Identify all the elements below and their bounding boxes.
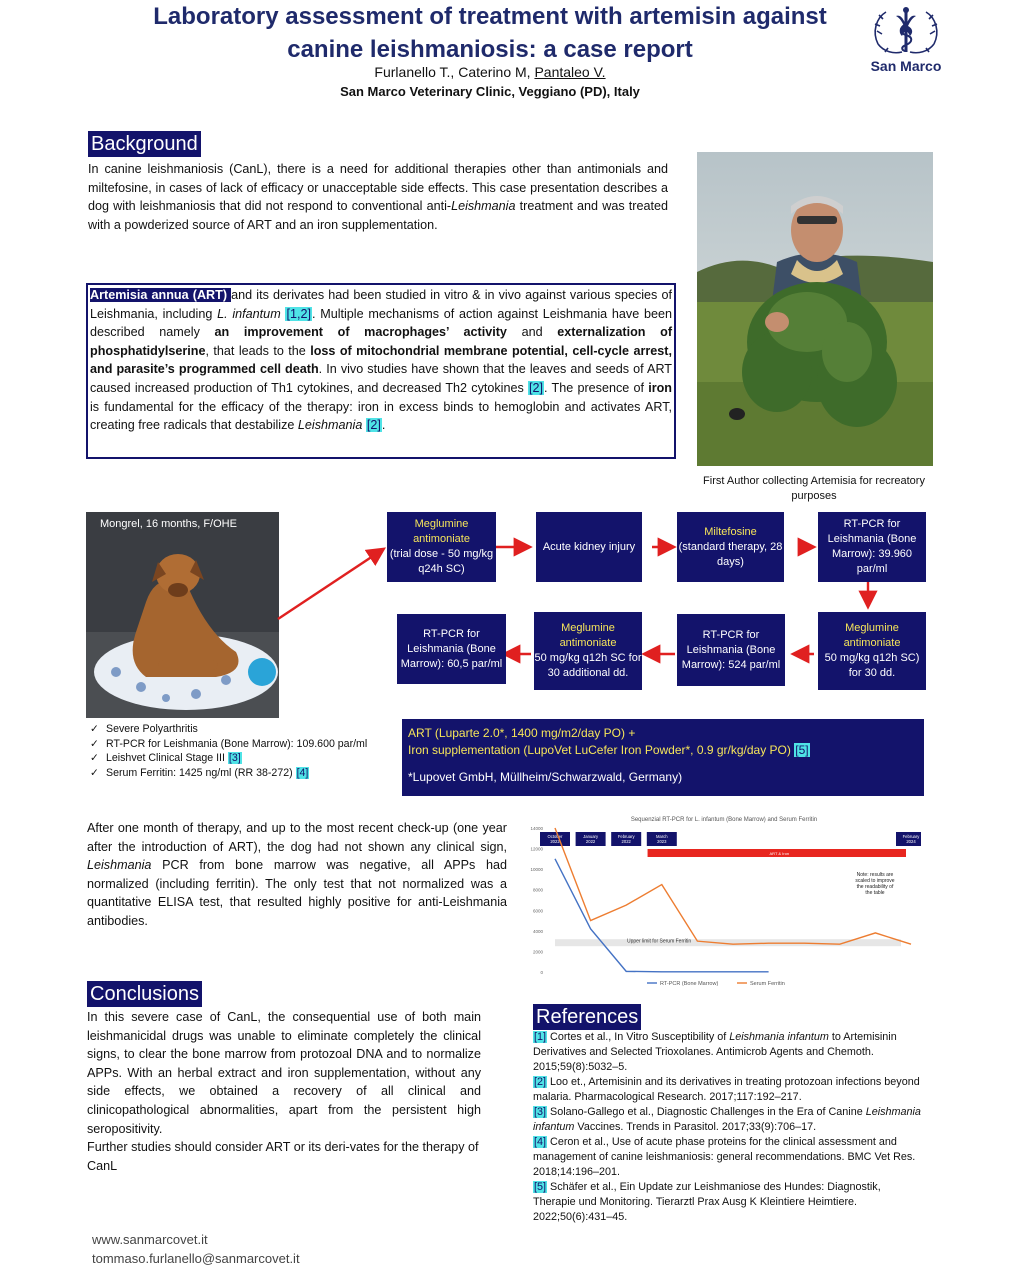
background-heading: Background	[88, 131, 201, 157]
lab-trend-chart	[527, 812, 921, 990]
reference-item	[533, 1030, 925, 1075]
flow-step-miltefosine	[677, 512, 784, 582]
ref-link[interactable]: [3]	[228, 752, 241, 765]
reference-item	[533, 1180, 925, 1225]
reference-italic: Leishmania infantum	[533, 1106, 921, 1133]
y-tick-label: 4000	[532, 928, 543, 934]
poster-title	[120, 0, 860, 66]
reference-number: [3]	[534, 1106, 547, 1118]
reference-text: Cortes et al., In Vitro Susceptibility of	[547, 1031, 730, 1043]
box-italic: L. infantum	[217, 306, 281, 321]
clinical-findings-list	[88, 722, 368, 780]
flow-step-pcr-1	[818, 512, 926, 582]
box-text: . Multiple mechanisms of action against Leishmania have been described namely	[90, 306, 673, 340]
finding-item	[88, 766, 368, 781]
reference-number: [2]	[534, 1076, 547, 1088]
flow-step-detail: RT-PCR for Leishmania (Bone Marrow): 524 par/ml	[681, 628, 781, 671]
art-note: *Lupovet GmbH, Müllheim/Schwarzwald, Germany)	[408, 770, 683, 784]
reference-number: [4]	[534, 1136, 547, 1148]
chart-title: Sequenzial RT-PCR for L. infantum (Bone Marrow) and Serum Ferritin	[630, 817, 818, 823]
website-link[interactable]: www.sanmarcovet.it	[92, 1232, 208, 1247]
outcome-text: After one month of therapy, and up to the most recent check-up (one year after the introduction of ART), the dog had not shown any clinical sign,	[87, 821, 507, 854]
flow-step-meglumine-30	[818, 612, 926, 690]
box-text: and its derivates had been studied in vitro & in vivo against various species of Leishmania, including	[90, 288, 672, 321]
art-line-2-text: Iron supplementation (LupoVet LuCefer Iron Powder*, 0.9 gr/kg/day PO)	[408, 743, 795, 757]
outcome-italic: Leishmania	[87, 858, 152, 873]
reference-text: Loo et., Artemisinin and its derivatives in treating protozoan infections beyond malaria. Pharmacological Research. 2017;117:192–217.	[533, 1076, 920, 1103]
outcome-paragraph	[87, 819, 507, 931]
ref-link[interactable]: [1,2]	[286, 306, 311, 321]
series-line-pcr	[555, 859, 769, 972]
box-bold: loss of mitochondrial membrane potential, cell-cycle arrest, and parasite’s programmed cell death	[90, 343, 672, 377]
authors-list: Furlanello T., Caterino M,	[374, 64, 535, 80]
y-tick-label: 2000	[532, 949, 543, 955]
reference-number: [1]	[534, 1031, 547, 1043]
flow-step-meglumine-trial	[387, 512, 496, 582]
footer-contacts	[92, 1230, 300, 1268]
reference-text: Schäfer et al., Ein Update zur Leishmaniose des Hundes: Diagnostik, Therapie und Monitoring. Tierarztl Prax Ausg K Kleintiere Heimtiere. 2022;50(6):431–45.	[533, 1181, 881, 1223]
flow-step-meglumine-additional	[534, 612, 642, 690]
photo-caption: First Author collecting Artemisia for recreatory purposes	[703, 475, 925, 502]
logo-wordmark: San Marco	[870, 58, 942, 74]
reference-number: [5]	[534, 1181, 547, 1193]
y-tick-label: 14000	[530, 826, 543, 831]
reference-text: Solano-Gallego et al., Diagnostic Challenges in the Era of Canine	[547, 1106, 866, 1118]
y-tick-label: 8000	[532, 887, 543, 893]
ref-link[interactable]: [4]	[296, 766, 309, 779]
title-line-2: canine leishmaniosis: a case report	[287, 36, 693, 63]
finding-item	[88, 737, 368, 752]
month-label: October 2022	[547, 834, 563, 844]
month-label: January 2022	[583, 834, 599, 844]
background-italic: Leishmania	[451, 199, 516, 214]
conclusions-heading: Conclusions	[87, 981, 202, 1007]
artemisia-box	[86, 283, 676, 459]
box-text: . The presence of	[544, 380, 649, 395]
reference-item	[533, 1135, 925, 1180]
upper-limit-band	[555, 939, 901, 946]
flow-step-detail: 50 mg/kg q12h SC for 30 additional dd.	[534, 652, 642, 679]
box-italic: Leishmania	[297, 418, 363, 433]
legend-label: Serum Ferritin	[750, 981, 785, 987]
y-tick-label: 0	[540, 970, 543, 975]
box-text: and	[506, 325, 558, 340]
box-bold: iron	[648, 380, 672, 395]
ref-link[interactable]: [2]	[529, 380, 544, 395]
box-text: is fundamental for the efficacy of the therapy: iron in excess binds to hemoglobin and activates ART, creating free radicals that destabilize	[90, 399, 672, 433]
art-line-2	[408, 742, 918, 759]
reference-item	[533, 1075, 925, 1105]
month-label: March 2023	[655, 834, 668, 844]
flow-step-pcr-3	[397, 614, 506, 684]
flow-step-aki	[536, 512, 642, 582]
reference-text: to Artemisinin Derivatives and Selected Trioxolanes. Antimicrob Agents and Chemoth. 2015;59(8):5032–5.	[533, 1031, 897, 1073]
references-heading: References	[533, 1004, 641, 1030]
dog-signalment: Mongrel, 16 months, F/OHE	[100, 518, 237, 530]
finding-text: RT-PCR for Leishmania (Bone Marrow): 109.600 par/ml	[106, 737, 368, 750]
background-text-b: treatment and was treated with a powderized source of ART and an iron supplementation.	[88, 199, 668, 232]
box-text: .	[381, 418, 386, 433]
month-label: February 2022	[617, 834, 635, 844]
y-tick-label: 10000	[530, 867, 543, 873]
reference-italic: Leishmania infantum	[729, 1031, 829, 1043]
presenting-author: Pantaleo V.	[534, 64, 606, 80]
art-line-1: ART (Luparte 2.0*, 1400 mg/m2/day PO) +	[408, 726, 636, 740]
ref-link[interactable]: [2]	[366, 418, 381, 433]
background-paragraph	[88, 160, 668, 234]
finding-item	[88, 751, 368, 766]
email-link[interactable]: tommaso.furlanello@sanmarcovet.it	[92, 1251, 300, 1266]
legend-label: RT-PCR (Bone Marrow)	[660, 981, 719, 987]
flow-step-detail: Acute kidney injury	[542, 540, 636, 553]
author-photo	[697, 152, 933, 466]
references-list	[533, 1030, 925, 1225]
box-text: . In vivo studies have shown that the leaves and seeds of ART caused increased production of Th1 cytokines, and decreased Th2 cytokines	[90, 362, 673, 395]
box-bold: an improvement of macrophages’ activity	[214, 325, 507, 340]
ref-link[interactable]: [5]	[795, 743, 809, 757]
conclusions-body	[87, 1008, 481, 1175]
finding-text: Leishvet Clinical Stage III	[106, 752, 228, 765]
background-text-a: In canine leishmaniosis (CanL), there is a need for additional therapies other than antimonials and miltefosine, in cases of lack of efficacy or unacceptable side effects. This case presentation describes a dog with leishmaniosis that did not respond to conventional anti-	[88, 162, 668, 214]
title-line-1: Laboratory assessment of treatment with artemisin against	[153, 3, 827, 30]
art-period-label: ART & Iron	[769, 851, 790, 856]
outcome-text: PCR from bone marrow was negative, all APPs had normalized (including ferritin). The only test that not normalized was a quantitative ELISA test, that resulted highly positive for anti-Leishmania antibodies.	[87, 858, 507, 928]
dog-photo	[86, 512, 279, 718]
flow-step-detail: RT-PCR for Leishmania (Bone Marrow): 39.960 par/ml	[827, 518, 917, 575]
reference-item	[533, 1105, 925, 1135]
flow-step-title: Miltefosine	[704, 525, 757, 538]
chart-note: Note: results are scaled to improve the readability of the table	[855, 872, 895, 896]
box-text: , that leads to the	[205, 343, 311, 358]
flow-step-pcr-2	[677, 614, 785, 686]
art-treatment-panel	[402, 719, 924, 796]
flow-step-title: Meglumine antimoniate	[843, 622, 901, 649]
flow-step-detail: RT-PCR for Leishmania (Bone Marrow): 60,5 par/ml	[400, 627, 503, 670]
artemisia-highlight: Artemisia annua (ART)	[90, 288, 232, 302]
affiliation: San Marco Veterinary Clinic, Veggiano (PD), Italy	[340, 84, 640, 99]
conclusions-paragraph: Further studies should consider ART or its deri-vates for the therapy of CanL	[87, 1140, 479, 1173]
conclusions-paragraph: In this severe case of CanL, the consequential use of both main leishmanicidal drugs was unable to eliminate completely the clinical signs, to clear the bone marrow from protozoal DNA and to normalize APPs. With an herbal extract and iron supplementation, without any side effects, we obtained a recovery of all clinical and clinicopathological abnormalities, apart from the persistent high seropositivity.	[87, 1010, 481, 1136]
finding-text: Serum Ferritin: 1425 ng/ml (RR 38-272)	[106, 766, 296, 779]
flow-step-title: Meglumine antimoniate	[413, 518, 470, 545]
flow-step-detail: 50 mg/kg q12h SC) for 30 dd.	[824, 652, 920, 679]
finding-text: Severe Polyarthritis	[106, 723, 198, 735]
flow-step-detail: (standard therapy, 28 days)	[678, 540, 783, 568]
y-tick-label: 12000	[530, 846, 543, 852]
authors	[120, 64, 860, 80]
flow-step-detail: (trial dose - 50 mg/kg q24h SC)	[389, 548, 494, 575]
upper-limit-label: Upper limit for Serum Ferritin	[627, 938, 692, 945]
y-tick-label: 6000	[532, 908, 543, 914]
reference-text: Ceron et al., Use of acute phase proteins for the clinical assessment and management of canine leishmaniosis: general recommendations. BMC Vet Res. 2018;14:196–201.	[533, 1136, 916, 1178]
flow-step-title: Meglumine antimoniate	[559, 622, 617, 649]
reference-text: Vaccines. Trends in Parasitol. 2017;33(9):706–17.	[574, 1121, 817, 1133]
month-label: February 2024	[902, 834, 920, 844]
box-bold: externalization of phosphatidylserine	[90, 325, 673, 358]
